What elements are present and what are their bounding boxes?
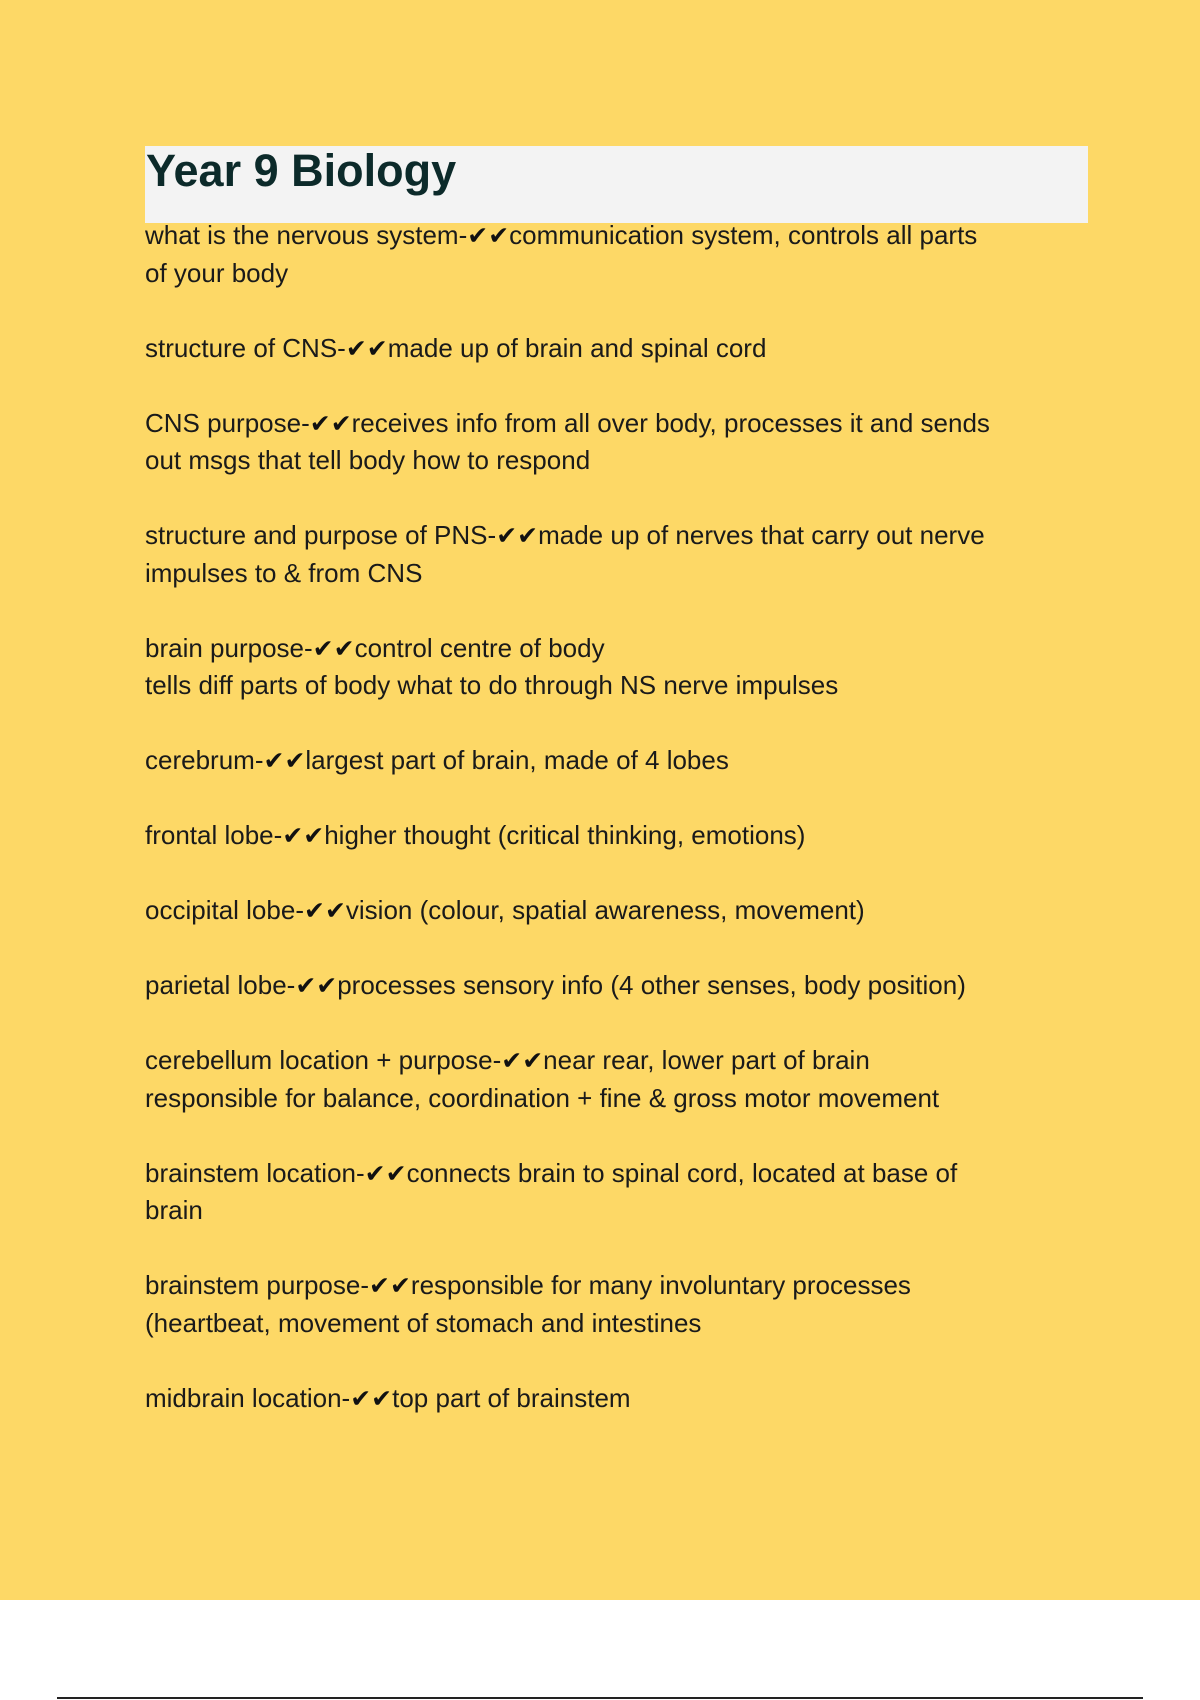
note-definition: (heartbeat, movement of stomach and intestines xyxy=(145,1307,702,1338)
checkmark-icon: ✔ xyxy=(316,971,338,1000)
checkmark-icon: ✔ xyxy=(371,1383,393,1413)
note-continuation-line xyxy=(145,667,1085,705)
note-term: brainstem purpose- xyxy=(145,1270,369,1300)
note-first-line xyxy=(145,817,1085,855)
note-continuation-line xyxy=(145,1192,1085,1230)
note-term: what is the nervous system- xyxy=(145,220,468,250)
note-definition: vision (colour, spatial awareness, movement) xyxy=(345,895,865,925)
checkmark-icon: ✔ xyxy=(303,896,325,925)
note-definition: processes sensory info (4 other senses, body position) xyxy=(337,970,966,1000)
note-definition: largest part of brain, made of 4 lobes xyxy=(305,745,729,775)
checkmark-icon: ✔ xyxy=(501,1046,523,1075)
note-entry xyxy=(145,330,1085,368)
notes-list xyxy=(145,217,1085,1455)
note-definition: responsible for balance, coordination + fine & gross motor movement xyxy=(145,1082,940,1113)
checkmark-icon: ✔ xyxy=(350,1383,372,1413)
checkmark-icon: ✔ xyxy=(366,333,388,363)
note-definition: receives info from all over body, processes it and sends xyxy=(351,407,990,438)
checkmark-icon: ✔ xyxy=(263,746,285,775)
checkmark-icon: ✔ xyxy=(282,821,304,850)
checkmark-icon: ✔ xyxy=(284,746,306,775)
note-term: frontal lobe- xyxy=(145,820,283,850)
note-definition: brain xyxy=(145,1195,203,1225)
note-term: CNS purpose- xyxy=(145,407,310,438)
note-first-line xyxy=(145,517,1085,555)
checkmark-icon: ✔ xyxy=(333,633,355,663)
note-definition: out msgs that tell body how to respond xyxy=(145,445,591,475)
note-entry xyxy=(145,405,1085,480)
note-entry xyxy=(145,817,1085,855)
note-definition: made up of nerves that carry out nerve xyxy=(538,520,985,550)
note-first-line xyxy=(145,405,1085,443)
checkmark-icon: ✔ xyxy=(364,1158,386,1188)
note-term: structure of CNS- xyxy=(145,332,346,363)
note-entry xyxy=(145,967,1085,1005)
note-first-line xyxy=(145,1042,1085,1080)
note-term: cerebellum location + purpose- xyxy=(145,1045,502,1075)
checkmark-icon: ✔ xyxy=(522,1046,544,1075)
checkmark-icon: ✔ xyxy=(488,221,510,250)
checkmark-icon: ✔ xyxy=(309,408,331,438)
note-term: cerebrum- xyxy=(145,745,264,775)
checkmark-icon: ✔ xyxy=(517,521,539,550)
note-first-line xyxy=(145,967,1085,1005)
note-entry xyxy=(145,742,1085,780)
note-definition: communication system, controls all parts xyxy=(509,220,978,250)
note-definition: top part of brainstem xyxy=(392,1382,631,1413)
checkmark-icon: ✔ xyxy=(496,521,518,550)
checkmark-icon: ✔ xyxy=(389,1271,411,1300)
checkmark-icon: ✔ xyxy=(467,221,489,250)
note-definition: of your body xyxy=(145,257,289,288)
note-continuation-line xyxy=(145,555,1085,593)
note-definition: impulses to & from CNS xyxy=(145,557,423,588)
note-entry xyxy=(145,1380,1085,1418)
note-term: brain purpose- xyxy=(145,632,313,663)
note-definition: made up of brain and spinal cord xyxy=(387,332,767,363)
note-definition: responsible for many involuntary processes xyxy=(410,1270,911,1300)
note-entry xyxy=(145,892,1085,930)
checkmark-icon: ✔ xyxy=(324,896,346,925)
divider xyxy=(57,1697,1143,1699)
note-term: parietal lobe- xyxy=(145,970,296,1000)
note-entry xyxy=(145,630,1085,705)
note-entry xyxy=(145,517,1085,592)
note-continuation-line xyxy=(145,442,1085,480)
checkmark-icon: ✔ xyxy=(330,408,352,438)
note-term: structure and purpose of PNS- xyxy=(145,520,497,550)
note-entry xyxy=(145,1267,1085,1342)
note-entry xyxy=(145,217,1085,292)
note-first-line xyxy=(145,742,1085,780)
note-continuation-line xyxy=(145,1305,1085,1343)
note-term: midbrain location- xyxy=(145,1382,351,1413)
checkmark-icon: ✔ xyxy=(303,821,325,850)
note-continuation-line xyxy=(145,1080,1085,1118)
note-term: brainstem location- xyxy=(145,1157,365,1188)
checkmark-icon: ✔ xyxy=(312,633,334,663)
note-definition: higher thought (critical thinking, emotions) xyxy=(324,820,806,850)
note-definition: connects brain to spinal cord, located at base of xyxy=(406,1157,958,1188)
checkmark-icon: ✔ xyxy=(345,333,367,363)
note-continuation-line xyxy=(145,255,1085,293)
note-entry xyxy=(145,1155,1085,1230)
note-entry xyxy=(145,1042,1085,1117)
note-definition: control centre of body xyxy=(354,632,605,663)
checkmark-icon: ✔ xyxy=(295,971,317,1000)
checkmark-icon: ✔ xyxy=(369,1271,390,1300)
page-title: Year 9 Biology xyxy=(146,145,457,196)
note-first-line xyxy=(145,1380,1085,1418)
checkmark-icon: ✔ xyxy=(385,1158,407,1188)
note-first-line xyxy=(145,1267,1085,1305)
note-definition: tells diff parts of body what to do through NS nerve impulses xyxy=(145,670,839,700)
note-first-line xyxy=(145,1155,1085,1193)
note-first-line xyxy=(145,217,1085,255)
note-first-line xyxy=(145,892,1085,930)
note-first-line xyxy=(145,630,1085,668)
note-first-line xyxy=(145,330,1085,368)
note-definition: near rear, lower part of brain xyxy=(543,1045,870,1075)
note-term: occipital lobe- xyxy=(145,895,304,925)
